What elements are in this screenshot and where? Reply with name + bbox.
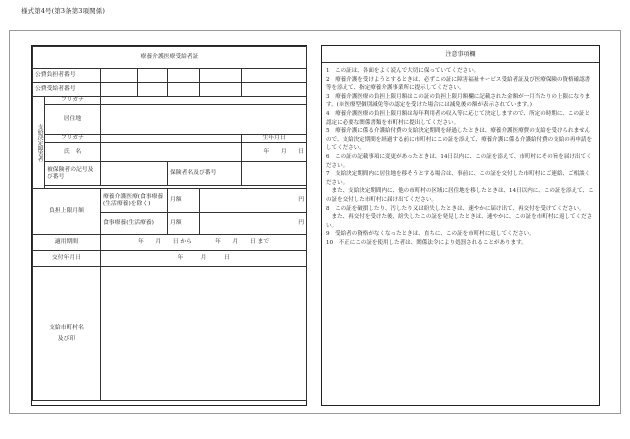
- notes-panel: [321, 45, 600, 406]
- municipality-number-cell: [242, 69, 307, 83]
- recipient-number-cell: [168, 83, 200, 97]
- recipient-number-cell: [138, 83, 168, 97]
- furigana-name-value: [101, 135, 242, 143]
- note-item: 3 療養介護医療の負担上限月額はこの証の負担上限月額欄に記載された金額が一月当たりの上限になります。(※医療型個別減免等の認定を受けた場合には減免後の額が表示されています。): [326, 93, 591, 109]
- note-item: 10 不正にこの証を使用した者は、関係法令により処罰されることがあります。: [326, 239, 527, 246]
- limit-row-label: 療養介護医療(食事療養(生活療養)を除く): [101, 189, 168, 213]
- note-item: 1 この証は、各面をよく読んで大切に保っていてください。: [326, 68, 480, 74]
- insurer-value: [242, 162, 307, 186]
- note-item: 4 療養介護医療の負担上限月額は毎年利用者の収入等に応じて決定しますので、所定の時期に、この証と認定に必要な関係書類を市町村に提出してください。: [326, 110, 591, 126]
- limit-row-label: 食事療養(生活療養): [101, 213, 168, 235]
- note-item: 2 療養介護を受けようとするときは、必ずこの証に障害福祉サービス受給者証及び医療保険の資格確認書等を添えて、指定療養介護事業所に提示してください。: [326, 76, 591, 92]
- name-label: 氏 名: [45, 143, 101, 162]
- municipality-number-cell: [200, 69, 242, 83]
- certificate-title: 療養介護医療受給者証: [33, 47, 307, 69]
- note-item: 7 支給決定期間内に居住地を移そうとする場合は、事前に、この証を交付した市町村にご連絡、ご相談ください。: [326, 171, 591, 186]
- municipality-number-label: 公費負担者番号: [33, 69, 101, 83]
- birthdate-label: 生年月日: [242, 135, 307, 143]
- note-item: 6 この証の記載事項に変更があったときは、14日以内に、この証を添えて、市町村にその旨を届け出てください。: [326, 153, 592, 169]
- certificate-panel: [31, 45, 307, 406]
- insurer-label: 保険者名及び番号: [168, 162, 242, 186]
- limit-monthly-label: 月額: [168, 213, 200, 235]
- notes-body: [322, 63, 599, 247]
- address-label: 居住地: [45, 105, 101, 135]
- period-label: 適用期間: [33, 235, 101, 251]
- note-item: 9 受給者の資格がなくなったときは、直ちに、この証を市町村に返してください。: [326, 231, 535, 238]
- recipient-number-cell: [101, 83, 138, 97]
- form-number-label: 様式第4号(第3条第3項関係): [21, 7, 105, 15]
- issued-date-label: 交付年月日: [33, 251, 101, 267]
- issuer-label-line: 及び印: [57, 335, 76, 342]
- limit-monthly-label: 月額: [168, 189, 200, 213]
- issued-date-value: 年 月 日: [101, 251, 307, 267]
- insured-value: [101, 162, 168, 186]
- issuer-seal-area: [101, 267, 307, 401]
- limit-label: 負担上限月額: [33, 189, 101, 235]
- limit-amount-unit: 円: [200, 189, 307, 213]
- note-item: 5 療養介護に係る介護給付費の支給決定期間を経過したときは、療養介護医療費の支給を受けられませんので、支給決定期間を経過する前に市町村にこの証を添えて、療養介護に係る介護給付費の支給の再申請をしてください。: [326, 128, 593, 152]
- furigana-address-value: [101, 97, 307, 105]
- name-value: [101, 143, 242, 162]
- notes-title: 注意事項欄: [322, 46, 599, 63]
- furigana-label: フリガナ: [45, 135, 101, 143]
- birthdate-value: 年 月 日: [242, 143, 307, 162]
- period-value: 年 月 日 から 年 月 日 まで: [101, 235, 307, 251]
- issuer-label: [33, 267, 101, 401]
- recipient-number-cell: [242, 83, 307, 97]
- municipality-number-cell: [101, 69, 138, 83]
- municipality-number-cell: [168, 69, 200, 83]
- note-item: 8 この証を破損したり、汚したり又は紛失したときは、速やかに届け出て、再交付を受けてください。: [326, 205, 585, 212]
- certificate-table: [32, 46, 307, 401]
- municipality-number-cell: [138, 69, 168, 83]
- address-value: [101, 105, 307, 135]
- beneficiary-side-label: 支給決定障害者: [33, 97, 45, 189]
- note-item: また、支給決定期間内に、他の市町村の区域に居住地を移したときは、14日以内に、この証を添えて、この証を交付した市町村に届け出てください。: [326, 188, 594, 203]
- recipient-number-cell: [200, 83, 242, 97]
- limit-amount-unit: 円: [200, 213, 307, 235]
- issuer-label-line: 支給市町村名: [49, 324, 84, 331]
- insured-label: 被保険者の記号及び番号: [45, 162, 101, 186]
- furigana-label: フリガナ: [45, 97, 101, 105]
- recipient-number-label: 公費受給者番号: [33, 83, 101, 97]
- note-item: また、再交付を受けた後、紛失したこの証を発見したときは、速やかに、この証を市町村に返してください。: [326, 214, 593, 229]
